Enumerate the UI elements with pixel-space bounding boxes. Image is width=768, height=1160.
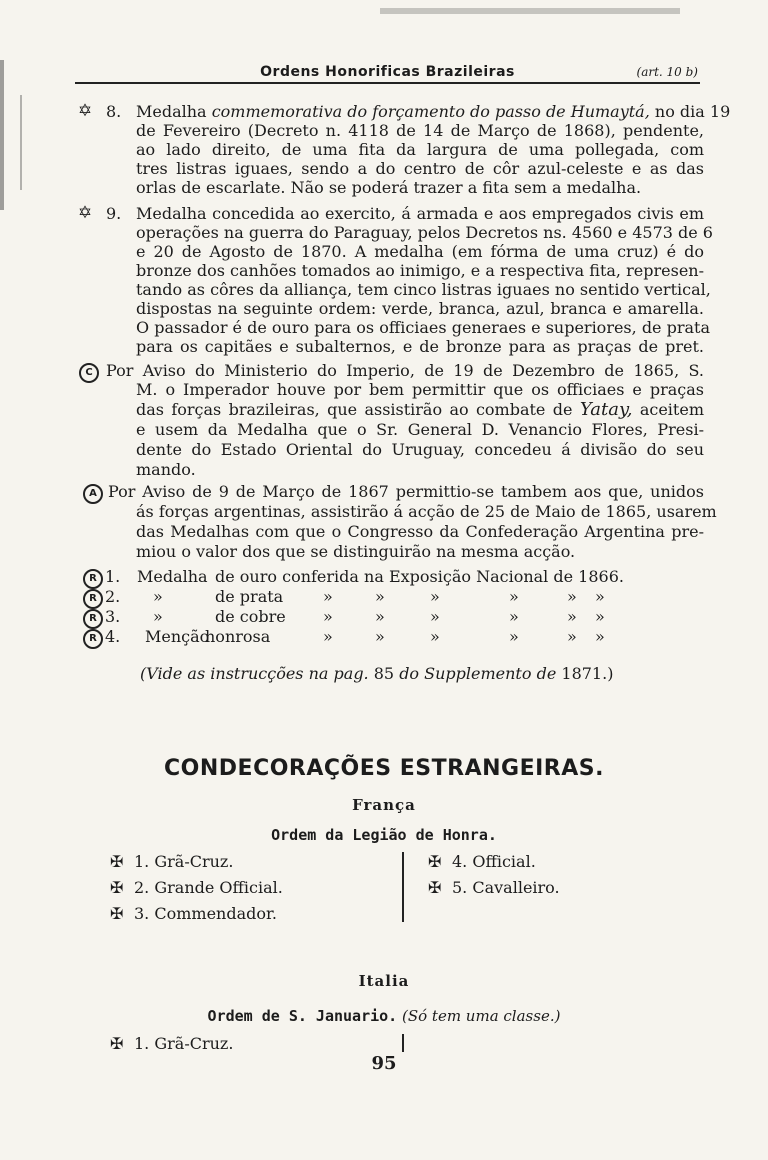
running-header-ref: (art. 10 b): [636, 65, 698, 79]
class-label: 2. Grande Official.: [134, 878, 283, 897]
class-label: 1. Grã-Cruz.: [134, 1034, 234, 1053]
scan-noise-top: [380, 8, 680, 14]
class-item: [110, 1034, 233, 1053]
circled-a-icon: A: [83, 484, 103, 504]
country-heading-italy: Italia: [358, 972, 410, 990]
maltese-cross-icon: ✠: [428, 878, 442, 897]
item-8-marker: 8.: [106, 102, 122, 121]
medal-row-label: »: [153, 607, 163, 626]
class-label: 1. Grã-Cruz.: [134, 852, 234, 871]
maltese-cross-icon: ✠: [110, 904, 124, 923]
medal-row-label: Medalha: [137, 567, 208, 586]
aviso-1-line-2: M. o Imperador houve por bem permittir que os officiaes e praças: [136, 380, 704, 399]
page-number: 95: [371, 1053, 397, 1074]
ditto-mark: »: [430, 627, 440, 646]
medal-row-description: de ouro conferida na Exposição Nacional de 1866.: [215, 567, 624, 586]
medal-row-number: 4.: [105, 627, 121, 646]
medal-row: [105, 567, 645, 587]
ditto-mark: »: [567, 607, 577, 626]
scan-noise-left-edge: [0, 60, 4, 210]
class-item: [110, 904, 277, 923]
aviso-1-line-4: e usem da Medalha que o Sr. General D. Venancio Flores, Presi-: [136, 420, 704, 439]
ditto-mark: »: [323, 587, 333, 606]
class-label: 4. Official.: [452, 852, 536, 871]
column-divider: [402, 1034, 404, 1052]
aviso-2-line-2: ás forças argentinas, assistirão á acção de 25 de Maio de 1865, usarem: [136, 502, 717, 521]
medal-row-label: »: [153, 587, 163, 606]
item-8-line-4: tres listras iguaes, sendo a do centro de côr azul-celeste e as das: [136, 159, 704, 178]
scan-noise-left-mark: [20, 95, 22, 190]
vide-note: [140, 664, 613, 683]
ditto-mark: »: [595, 607, 605, 626]
item-9-line-1: Medalha concedida ao exercito, á armada e aos empregados civis em: [136, 204, 704, 223]
aviso-1-line-3-tail: aceitem: [632, 400, 704, 419]
item-9-line-4: bronze dos canhões tomados ao inimigo, e a respectiva fita, represen-: [136, 261, 704, 280]
ditto-mark: »: [567, 627, 577, 646]
class-item: [428, 852, 536, 871]
item-8-line-1-tail: no dia 19: [649, 102, 731, 121]
aviso-1-line-3-text: das forças brazileiras, que assistirão ao combate de: [136, 400, 580, 419]
star-of-david-icon: ✡: [77, 101, 93, 121]
medal-row: [105, 607, 645, 627]
aviso-2-line-4: miou o valor dos que se distinguirão na mesma acção.: [136, 542, 576, 561]
aviso-1-line-3-italic: Yatay,: [579, 399, 633, 420]
class-label: 5. Cavalleiro.: [452, 878, 560, 897]
item-9-line-2: operações na guerra do Paraguay, pelos Decretos ns. 4560 e 4573 de 6: [136, 223, 713, 242]
item-8-line-1: [136, 102, 730, 121]
item-8-line-5: orlas de escarlate. Não se poderá trazer a fita sem a medalha.: [136, 178, 642, 197]
medal-row-number: 3.: [105, 607, 121, 626]
running-header-title: Ordens Honorificas Brazileiras: [260, 64, 515, 80]
maltese-cross-icon: ✠: [110, 852, 124, 871]
ditto-mark: »: [430, 587, 440, 606]
circled-medal-icon: R: [83, 569, 103, 589]
ditto-mark: »: [375, 607, 385, 626]
item-9-line-6: dispostas na seguinte ordem: verde, branca, azul, branca e amarella.: [136, 299, 704, 318]
ditto-mark: »: [567, 587, 577, 606]
aviso-1-line-1: Por Aviso do Ministerio do Imperio, de 19 de Dezembro de 1865, S.: [106, 361, 704, 380]
section-title: CONDECORAÇÕES ESTRANGEIRAS.: [164, 756, 604, 781]
column-divider: [402, 852, 404, 922]
country-heading-france: França: [352, 796, 416, 814]
maltese-cross-icon: ✠: [110, 1034, 124, 1053]
medal-row: [105, 627, 645, 647]
ditto-mark: »: [323, 627, 333, 646]
vide-note-supplement: do Supplemento de: [399, 664, 557, 683]
order-note: (Só tem uma classe.): [401, 1007, 561, 1025]
vide-note-text: (Vide as instrucções na pag.: [140, 664, 369, 683]
circled-medal-icon: R: [83, 629, 103, 649]
circled-medal-icon: R: [83, 609, 103, 629]
vide-note-page: 85: [373, 664, 395, 683]
ditto-mark: »: [375, 627, 385, 646]
aviso-1-line-3: [136, 400, 704, 419]
medal-row-description: honrosa: [205, 627, 271, 646]
medal-row-number: 1.: [105, 567, 121, 586]
medal-row: [105, 587, 645, 607]
class-item: [428, 878, 560, 897]
ditto-mark: »: [509, 587, 519, 606]
item-9-marker: 9.: [106, 204, 122, 223]
medal-row-description: de cobre: [215, 607, 286, 626]
item-8-line-3: ao lado direito, de uma fita da largura de uma pollegada, com: [136, 140, 704, 159]
item-9-line-8: para os capitães e subalternos, e de bronze para as praças de pret.: [136, 337, 704, 356]
item-8-line-1-italic: commemorativa do forçamento do passo de Humaytá,: [211, 102, 650, 121]
item-9-line-7: O passador é de ouro para os officiaes generaes e superiores, de prata: [136, 318, 711, 337]
order-title-text: Ordem de S. Januario.: [207, 1007, 398, 1025]
medal-row-description: de prata: [215, 587, 284, 606]
ditto-mark: »: [595, 587, 605, 606]
ditto-mark: »: [509, 607, 519, 626]
vide-note-year: 1871.): [561, 664, 614, 683]
ditto-mark: »: [509, 627, 519, 646]
medal-row-number: 2.: [105, 587, 121, 606]
item-8-line-2: de Fevereiro (Decreto n. 4118 de 14 de Março de 1868), pendente,: [136, 121, 704, 140]
star-of-david-icon: ✡: [77, 203, 93, 223]
ditto-mark: »: [323, 607, 333, 626]
aviso-1-line-6: mando.: [136, 460, 196, 479]
maltese-cross-icon: ✠: [428, 852, 442, 871]
aviso-2-line-1: Por Aviso de 9 de Março de 1867 permittio-se tambem aos que, unidos: [108, 482, 704, 501]
circled-medal-icon: R: [83, 589, 103, 609]
order-title-legion: Ordem da Legião de Honra.: [271, 826, 497, 844]
item-9-line-5: tando as côres da alliança, tem cinco listras iguaes no sentido vertical,: [136, 280, 711, 299]
circled-c-icon: C: [79, 363, 99, 383]
ditto-mark: »: [595, 627, 605, 646]
medal-row-label: Menção: [145, 627, 210, 646]
order-title-januario: [0, 1007, 768, 1025]
class-item: [110, 878, 283, 897]
running-header: [75, 60, 700, 84]
class-item: [110, 852, 233, 871]
aviso-1-line-5: dente do Estado Oriental do Uruguay, concedeu á divisão do seu: [136, 440, 704, 459]
ditto-mark: »: [375, 587, 385, 606]
class-label: 3. Commendador.: [134, 904, 277, 923]
ditto-mark: »: [430, 607, 440, 626]
maltese-cross-icon: ✠: [110, 878, 124, 897]
item-9-line-3: e 20 de Agosto de 1870. A medalha (em fórma de uma cruz) é do: [136, 242, 704, 261]
aviso-2-line-3: das Medalhas com que o Congresso da Confederação Argentina pre-: [136, 522, 704, 541]
item-8-line-1-text: Medalha: [136, 102, 212, 121]
